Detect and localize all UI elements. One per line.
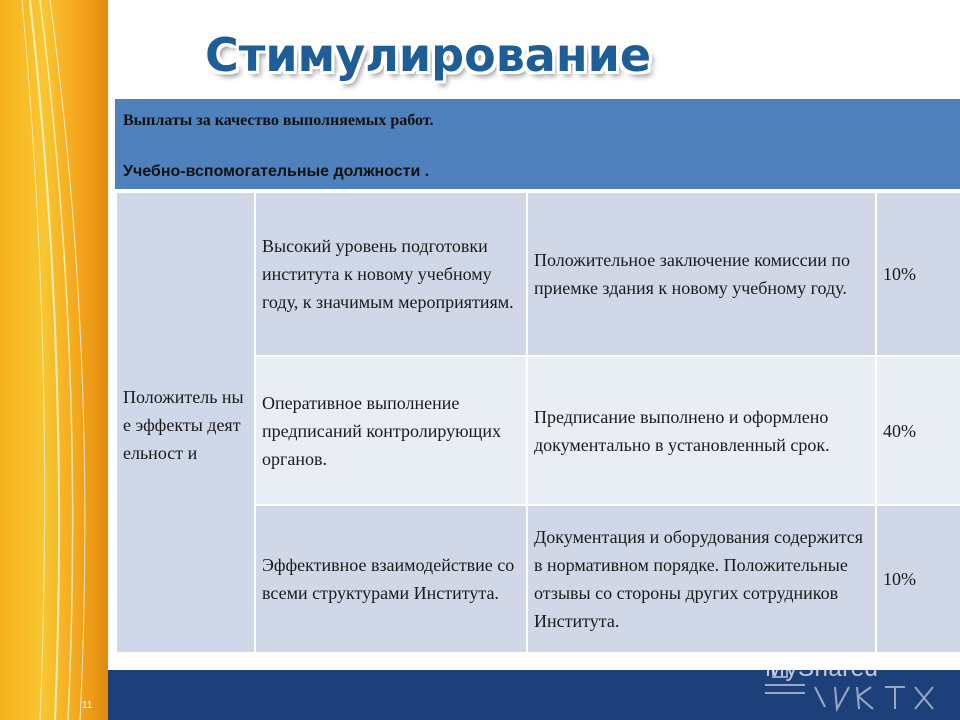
table-row-1-evidence — [528, 193, 875, 355]
slide-number: 11 — [82, 700, 93, 711]
decorative-side-band — [0, 0, 108, 720]
watermark-text: MyShared — [765, 655, 879, 682]
table-row-2-evidence — [528, 357, 875, 504]
table-row-1-criterion — [256, 193, 526, 355]
evidence-text: Предписание выполнено и оформлено документально в установленный срок. — [534, 406, 830, 455]
group-label-cell — [117, 193, 254, 652]
table-row-2-percent — [877, 357, 960, 504]
criterion-text: Высокий уровень подготовки института к новому учебному году, к значимым мероприятиям. — [262, 236, 514, 312]
criterion-text: Эффективное взаимодействие со всеми структурами Института. — [262, 555, 515, 603]
group-label: Положитель ные эффекты деятельност и — [123, 386, 244, 463]
header-line-2: Учебно-вспомогательные должности . — [123, 163, 430, 180]
percent-text: 10% — [883, 569, 916, 589]
header-line-1: Выплаты за качество выполняемых работ. — [123, 112, 434, 129]
evidence-text: Документация и оборудования содержится в нормативном порядке. Положительные отзывы со стороны других сотрудников Института. — [534, 527, 864, 631]
criterion-text: Оперативное выполнение предписаний контролирующих органов. — [262, 392, 502, 469]
table-row-3-percent — [877, 506, 960, 652]
table-row-3-evidence — [528, 506, 875, 652]
slide-title: Стимулирование — [205, 28, 652, 82]
table-header — [115, 98, 960, 189]
table-row-3-criterion — [256, 506, 526, 652]
percent-text: 10% — [883, 264, 916, 284]
evidence-text: Положительное заключение комиссии по приемке здания к новому учебному году. — [534, 250, 851, 298]
swoosh-lines-icon — [0, 0, 108, 720]
table-row-1-percent — [877, 193, 960, 355]
table-row-2-criterion — [256, 357, 526, 504]
percent-text: 40% — [883, 420, 916, 441]
